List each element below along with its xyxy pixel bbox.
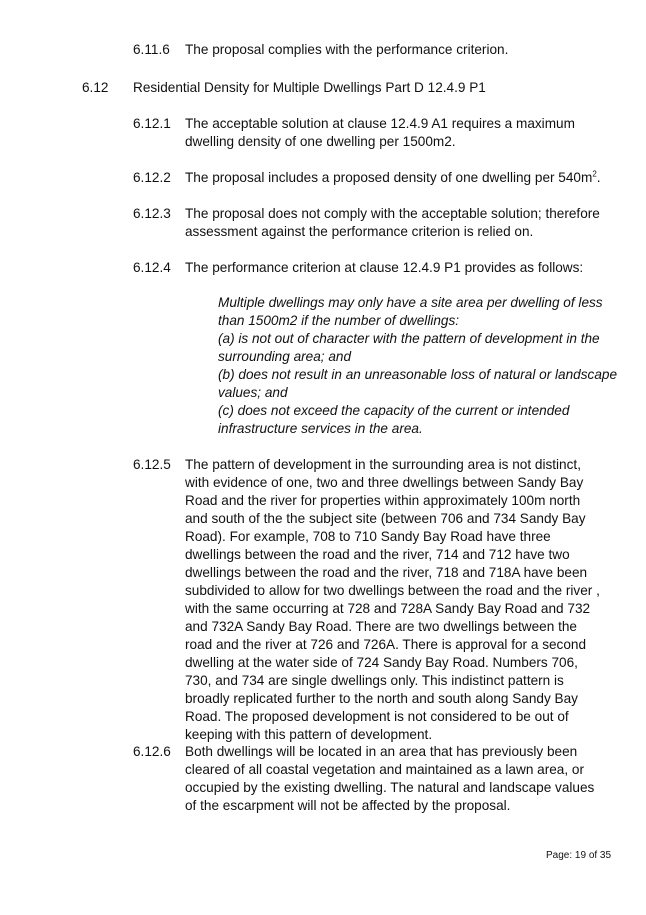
superscript: 2 bbox=[592, 169, 597, 179]
page-number-footer: Page: 19 of 35 bbox=[546, 850, 612, 861]
paragraph-number: 6.12.6 bbox=[133, 744, 171, 759]
paragraph-number: 6.12.2 bbox=[133, 170, 171, 185]
period: . bbox=[596, 170, 601, 185]
paragraph-text: The proposal complies with the performance criterion. bbox=[185, 42, 509, 57]
paragraph-text: The performance criterion at clause 12.4.9 P1 provides as follows: bbox=[185, 260, 584, 275]
paragraph-number: 6.12.3 bbox=[133, 206, 171, 221]
paragraph-number: 6.12.4 bbox=[133, 260, 171, 275]
paragraph-text bbox=[185, 169, 613, 187]
performance-criterion-quote bbox=[218, 294, 618, 438]
section-number: 6.12 bbox=[82, 80, 109, 95]
quote-item-c: (c) does not exceed the capacity of the current or intended infrastructure services in the area. bbox=[218, 403, 570, 436]
paragraph-text: Both dwellings will be located in an area that has previously been cleared of all coastal vegetation and maintained as a lawn area, or occupied by the existing dwelling. The natural and landscape values of the escarpment will not be affected by the proposal. bbox=[185, 744, 595, 813]
section-title: Residential Density for Multiple Dwellings Part D 12.4.9 P1 bbox=[133, 80, 486, 95]
paragraph-text: The pattern of development in the surrounding area is not distinct, with evidence of one, two and three dwellings between Sandy Bay Road and the river for properties within approximately 100m north and south of the the subject site (between 706 and 734 Sandy Bay Road). For example, 708 to 710 Sandy Bay Road have three dwellings between the road and the river, 714 and 712 have two dwellings between the road and the river, 718 and 718A have been subdivided to allow for two dwellings between the road and the river , with the same occurring at 728 and 728A Sandy Bay Road and 732 and 732A Sandy Bay Road. There are two dwellings between the road and the river at 726 and 726A. There is approval for a second dwelling at the water side of 724 Sandy Bay Road. Numbers 706, 730, and 734 are single dwellings only. This indistinct pattern is broadly replicated further to the north and south along Sandy Bay Road. The proposed development is not considered to be out of keeping with this pattern of development. bbox=[185, 457, 600, 742]
quote-intro: Multiple dwellings may only have a site area per dwelling of less than 1500m2 if the number of dwellings: bbox=[218, 295, 603, 328]
quote-item-b: (b) does not result in an unreasonable loss of natural or landscape values; and bbox=[218, 367, 617, 400]
quote-item-a: (a) is not out of character with the pattern of development in the surrounding area; and bbox=[218, 331, 600, 364]
paragraph-number: 6.12.1 bbox=[133, 116, 171, 131]
paragraph-text: The proposal does not comply with the acceptable solution; therefore assessment against the performance criterion is relied on. bbox=[185, 206, 600, 239]
paragraph-text: The acceptable solution at clause 12.4.9 A1 requires a maximum dwelling density of one dwelling per 1500m2. bbox=[185, 116, 575, 149]
paragraph-number: 6.11.6 bbox=[133, 42, 170, 57]
density-text: The proposal includes a proposed density of one dwelling per 540m bbox=[185, 170, 593, 185]
paragraph-number: 6.12.5 bbox=[133, 457, 171, 472]
